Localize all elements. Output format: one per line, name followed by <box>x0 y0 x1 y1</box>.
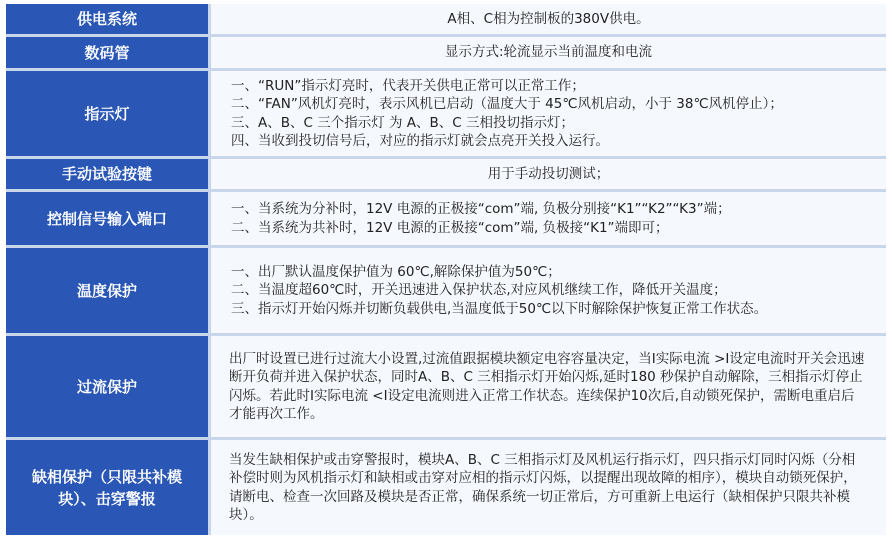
row-header: 控制信号输入端口 <box>6 192 208 245</box>
row-header: 过流保护 <box>6 336 208 437</box>
row-content <box>211 336 886 437</box>
content-line: 一、当系统为分补时，12V 电源的正极接“com”端, 负极分别接“K1”“K2”“K3”端； <box>231 201 731 217</box>
content-line: 二、“FAN”风机灯亮时，表示风机已启动（温度大于 45℃风机启动，小于 38℃风机停止）； <box>231 96 783 112</box>
table-row-temperature-protection <box>6 248 886 333</box>
content-line: 一、“RUN”指示灯亮时，代表开关供电正常可以正常工作； <box>231 77 585 94</box>
table-row-overcurrent-protection <box>6 336 886 437</box>
row-header: 温度保护 <box>6 248 208 333</box>
row-content <box>211 440 886 535</box>
table-row-manual-test <box>6 159 886 189</box>
content-line: 显示方式:轮流显示当前温度和电流 <box>444 44 653 61</box>
content-line: 二、当系统为共补时，12V 电源的正极接“com”端, 负极接“K1”端即可； <box>231 219 669 236</box>
row-content <box>211 248 886 333</box>
content-line: 三、指示灯开始闪烁并切断负载供电,当温度低于50℃以下时解除保护恢复正常工作状态。 <box>231 300 768 317</box>
content-line: 用于手动投切测试； <box>487 165 610 182</box>
content-line: A相、C相为控制板的380V供电。 <box>447 10 650 27</box>
content-line: 四、当收到投切信号后，对应的指示灯就会点亮开关投入运行。 <box>231 133 609 149</box>
row-header: 手动试验按键 <box>6 159 208 189</box>
table-row-display <box>6 37 886 68</box>
table-row-phase-loss-protection <box>6 440 886 535</box>
content-line: 三、A、B、C 三个指示灯 为 A、B、C 三相投切指示灯； <box>231 114 575 131</box>
table-row-indicator <box>6 71 886 156</box>
row-content <box>211 71 886 156</box>
table-row-power <box>6 4 886 34</box>
row-content <box>211 4 886 34</box>
row-header: 缺相保护（只限共补模块）、击穿警报 <box>6 440 208 535</box>
spec-table <box>6 4 886 535</box>
content-paragraph: 当发生缺相保护或击穿警报时，模块A、B、C 三相指示灯及风机运行指示灯，四只指示灯同时闪烁（分相补偿时则为风机指示灯和缺相或击穿对应相的指示灯闪烁，以提醒出现故障的相序），模块自动锁死保护，请断电、检查一次回路及模块是否正常，确保系统一切正常后，方可重新上电运行（缺相保护只限共补模块）。 <box>229 451 857 523</box>
content-line: 二、当温度超60℃时，开关迅速进入保护状态,对应风机继续工作，降低开关温度； <box>231 282 727 299</box>
row-content <box>211 192 886 245</box>
row-header: 指示灯 <box>6 71 208 156</box>
row-content <box>211 159 886 189</box>
table-row-control-input <box>6 192 886 245</box>
row-content <box>211 37 886 68</box>
row-header: 数码管 <box>6 37 208 68</box>
content-line: 一、出厂默认温度保护值为 60℃,解除保护值为50℃； <box>231 263 561 280</box>
row-header: 供电系统 <box>6 4 208 34</box>
content-paragraph: 出厂时设置已进行过流大小设置,过流值跟据模块额定电容容量决定，当I实际电流 >I设定电流时开关会迅速断开负荷并进入保护状态，同时A、B、C 三相指示灯开始闪烁,延时180 秒保护自动解除，三相指示灯停止闪烁。若此时I实际电流 <I设定电流则进入正常工作状态。连续保护10次后,自动锁死保护，需断电重启后才能再次工作。 <box>229 350 865 422</box>
